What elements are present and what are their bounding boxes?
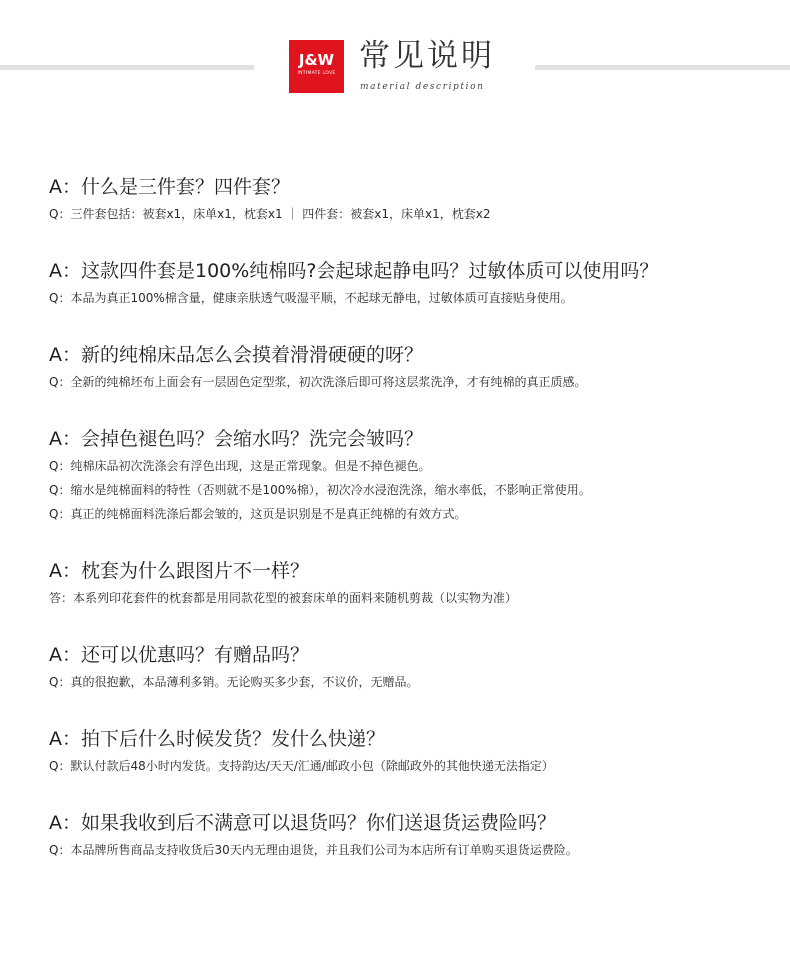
brand-logo: [289, 40, 344, 93]
faq-answer: Q：本品为真正100%棉含量，健康亲肤透气吸湿平顺，不起球无静电，过敏体质可直接贴身使用。: [49, 291, 573, 305]
faq-item: [49, 640, 769, 694]
faq-item: [49, 724, 769, 778]
header-rule-right: [535, 65, 790, 70]
page-subtitle: material description: [360, 82, 485, 92]
faq-question: A：枕套为什么跟图片不一样？: [49, 560, 309, 582]
logo-subtext: INTIMATE LOVE: [297, 71, 336, 76]
page-title: 常见说明: [359, 38, 495, 74]
faq-answer: 答：本系列印花套件的枕套都是用同款花型的被套床单的面料来随机剪裁（以实物为准）: [49, 591, 518, 605]
faq-question: A：会掉色褪色吗？会缩水吗？洗完会皱吗？: [49, 428, 423, 450]
faq-question: A：新的纯棉床品怎么会摸着滑滑硬硬的呀？: [49, 344, 423, 366]
faq-list: [49, 172, 769, 862]
faq-question: A：还可以优惠吗？有赠品吗？: [49, 644, 309, 666]
faq-answer: Q：缩水是纯棉面料的特性（否则就不是100%棉），初次冷水浸泡洗涤，缩水率低，不影响正常使用。: [49, 483, 591, 497]
faq-question: A：什么是三件套？四件套？: [49, 176, 290, 198]
faq-answer: Q：全新的纯棉坯布上面会有一层固色定型浆，初次洗涤后即可将这层浆洗净，才有纯棉的真正质感。: [49, 375, 587, 389]
faq-item: [49, 424, 769, 526]
faq-item: [49, 808, 769, 862]
faq-question: A：如果我收到后不满意可以退货吗？你们送退货运费险吗？: [49, 812, 556, 834]
faq-answer: Q：真的很抱歉，本品薄利多销。无论购买多少套，不议价，无赠品。: [49, 675, 419, 689]
faq-item: [49, 340, 769, 394]
header-rule-left: [0, 65, 254, 70]
faq-item: [49, 172, 769, 226]
faq-question: A：拍下后什么时候发货？发什么快递？: [49, 728, 385, 750]
faq-answer: Q：纯棉床品初次洗涤会有浮色出现，这是正常现象。但是不掉色褪色。: [49, 459, 431, 473]
faq-item: [49, 556, 769, 610]
faq-answer: Q：三件套包括：被套x1，床单x1，枕套x1 ｜ 四件套：被套x1，床单x1，枕套x2: [49, 207, 491, 221]
faq-answer: Q：真正的纯棉面料洗涤后都会皱的，这页是识别是不是真正纯棉的有效方式。: [49, 507, 467, 521]
faq-answer: Q：本品牌所售商品支持收货后30天内无理由退货，并且我们公司为本店所有订单购买退货运费险。: [49, 843, 578, 857]
faq-item: [49, 256, 769, 310]
faq-question: A：这款四件套是100%纯棉吗?会起球起静电吗？过敏体质可以使用吗？: [49, 260, 659, 282]
faq-answer: Q：默认付款后48小时内发货。支持韵达/天天/汇通/邮政小包（除邮政外的其他快递无法指定）: [49, 759, 554, 773]
logo-text: J&W: [298, 51, 335, 69]
page-header: [0, 0, 790, 110]
